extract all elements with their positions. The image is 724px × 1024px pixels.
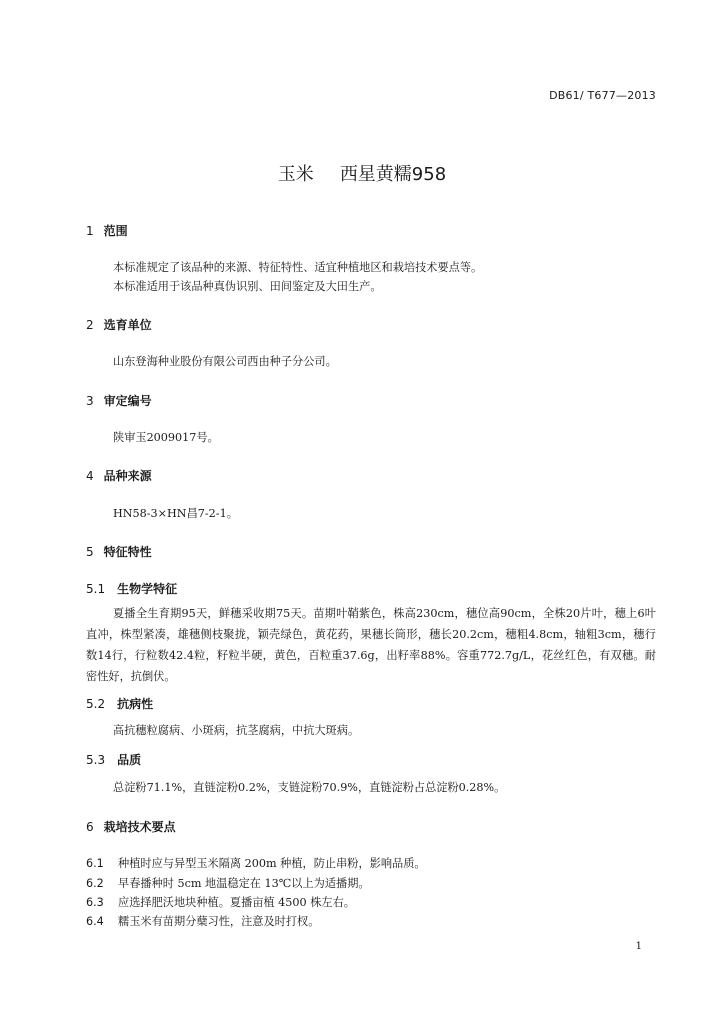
variety-source-text: HN58-3×HN昌7-2-1。 [113,507,238,520]
scope-line-2: 本标准适用于该品种真伪识别、田间鉴定及大田生产。 [113,280,382,293]
item-number: 6.4 [86,915,104,928]
title-part-1: 玉米 [277,164,314,185]
subsection-title: 品质 [117,753,142,767]
scope-line-1: 本标准规定了该品种的来源、特征特性、适宜种植地区和栽培技术要点等。 [113,261,483,274]
cultivation-item [86,875,370,891]
title-part-2: 西星黄糯958 [339,164,447,185]
breeder-text: 山东登海种业股份有限公司西由种子分公司。 [113,355,337,368]
approval-number-text: 陕审玉2009017号。 [113,431,219,444]
biology-paragraph: 夏播全生育期95天，鲜穗采收期75天。苗期叶鞘紫色，株高230cm，穗位高90cm，全株20片叶，穗上6叶直冲，株型紧凑，雄穗侧枝聚拢，颖壳绿色，黄花药，果穗长筒形，穗长20.2cm，穗粗4.8cm，轴粗3cm，穗行数14行，行粒数42.4粒，籽粒半硬，黄色，百粒重37.6g，出籽率88%。容重772.7g/L，花丝红色，有双穗。耐密性好，抗倒伏。 [86,607,656,683]
section-number: 3 [86,394,94,408]
section-number: 2 [86,318,94,332]
item-number: 6.1 [86,857,104,870]
item-text: 种植时应与异型玉米隔离 200m 种植，防止串粉，影响品质。 [118,857,426,870]
subsection-number: 5.2 [86,697,106,711]
item-number: 6.2 [86,877,104,890]
quality-text: 总淀粉71.1%，直链淀粉0.2%，支链淀粉70.9%，直链淀粉占总淀粉0.28%。 [113,781,506,794]
section-title: 范围 [103,224,128,238]
section-number: 5 [86,545,94,559]
subsection-5-1-heading [86,580,177,597]
item-text: 早春播种时 5cm 地温稳定在 13℃以上为适播期。 [118,877,370,890]
item-text: 应选择肥沃地块种植。夏播亩植 4500 株左右。 [118,896,355,909]
section-5-heading [86,543,152,560]
section-title: 选育单位 [103,318,152,332]
section-3-heading [86,392,152,409]
section-number: 1 [86,224,94,238]
section-6-heading [86,818,176,835]
section-4-heading [86,467,152,484]
section-title: 特征特性 [103,545,152,559]
document-title [0,160,724,186]
subsection-title: 生物学特征 [117,582,178,596]
item-number: 6.3 [86,896,104,909]
subsection-5-3-heading [86,751,141,768]
section-title: 审定编号 [103,394,152,408]
page-number: 1 [635,941,642,952]
cultivation-item [86,855,426,871]
item-text: 糯玉米有苗期分蘖习性，注意及时打杈。 [118,915,320,928]
section-1-heading [86,222,128,239]
section-title: 栽培技术要点 [103,820,176,834]
subsection-number: 5.3 [86,753,106,767]
section-2-heading [86,316,152,333]
section-number: 4 [86,469,94,483]
standard-code: DB61/ T677—2013 [549,89,656,102]
subsection-number: 5.1 [86,582,106,596]
disease-resistance-text: 高抗穗粒腐病、小斑病，抗茎腐病，中抗大斑病。 [113,724,360,737]
cultivation-item [86,894,355,910]
cultivation-item [86,913,319,929]
subsection-title: 抗病性 [117,697,154,711]
section-title: 品种来源 [103,469,152,483]
section-number: 6 [86,820,94,834]
subsection-5-2-heading [86,695,153,712]
